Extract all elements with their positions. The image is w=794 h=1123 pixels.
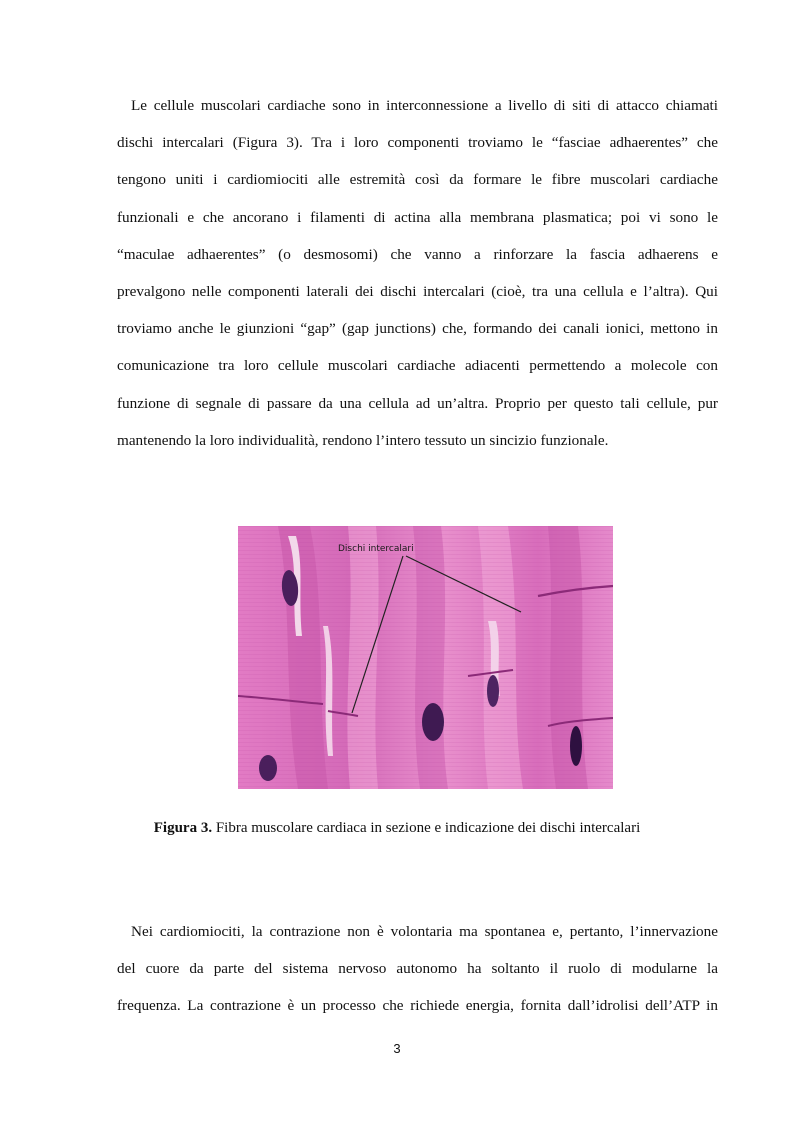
paragraph-contraction — [117, 913, 718, 1025]
text-line: troviamo anche le giunzioni “gap” (gap junctions) che, formando dei canali ionici, mettono in — [117, 320, 718, 338]
text-line: Nei cardiomiociti, la contrazione non è volontaria ma spontanea e, pertanto, l’innervazione — [131, 923, 718, 940]
paragraph-intercalated-discs — [117, 87, 718, 459]
text-line: “maculae adhaerentes” (o desmosomi) che vanno a rinforzare la fascia adhaerens e — [117, 245, 718, 263]
text-line: mantenendo la loro individualità, rendono l’intero tessuto un sincizio funzionale. — [117, 431, 609, 449]
caption-label: Figura 3. — [153, 820, 213, 836]
text-line: frequenza. La contrazione è un processo che richiede energia, fornita dall’idrolisi dell’ATP in — [117, 997, 718, 1015]
text-line: dischi intercalari (Figura 3). Tra i loro componenti troviamo le “fasciae adhaerentes” che — [117, 134, 718, 152]
figure-label: Dischi intercalari — [338, 544, 414, 554]
page-number: 3 — [393, 1041, 401, 1056]
text-line: prevalgono nelle componenti laterali dei dischi intercalari (cioè, tra una cellula e l’altra). Qui — [117, 283, 718, 301]
text-line: comunicazione tra loro cellule muscolari cardiache adiacenti permettendo a molecole con — [117, 357, 718, 375]
text-line: funzione di segnale di passare da una cellula ad un’altra. Proprio per questo tali cellule, pur — [117, 394, 718, 412]
text-line: Le cellule muscolari cardiache sono in interconnessione a livello di siti di attacco chiamati — [131, 97, 718, 114]
figure-caption — [0, 820, 794, 837]
caption-text: Fibra muscolare cardiaca in sezione e indicazione dei dischi intercalari — [212, 820, 641, 836]
cardiac-muscle-micrograph — [238, 526, 613, 789]
text-line: del cuore da parte del sistema nervoso autonomo ha soltanto il ruolo di modularne la — [117, 960, 718, 978]
text-line: tengono uniti i cardiomiociti alle estremità così da formare le fibre muscolari cardiache — [117, 171, 718, 189]
text-line: funzionali e che ancorano i filamenti di actina alla membrana plasmatica; poi vi sono le — [117, 208, 718, 226]
